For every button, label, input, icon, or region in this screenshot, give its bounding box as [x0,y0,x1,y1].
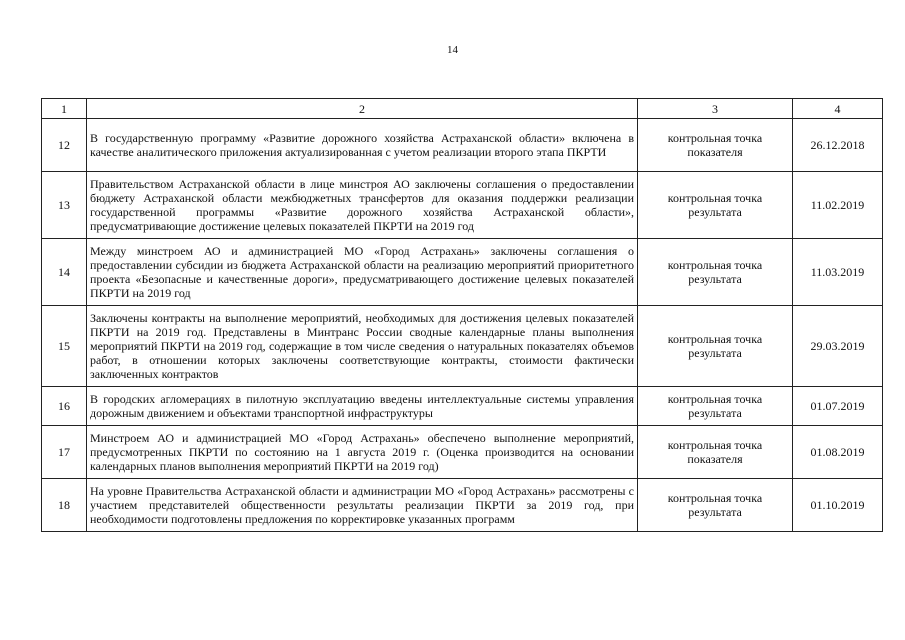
row-description: В государственную программу «Развитие дорожного хозяйства Астраханской области» включена в качестве аналитического приложения актуализированная с учетом реализации второго этапа ПКРТИ [87,119,638,172]
row-type: контрольная точка показателя [638,119,793,172]
row-type: контрольная точка результата [638,387,793,426]
row-number: 13 [42,172,87,239]
table-row [42,239,883,306]
row-date: 26.12.2018 [793,119,883,172]
column-header: 4 [793,99,883,119]
control-points-table [41,98,883,532]
page-number: 14 [447,44,458,56]
table-row [42,479,883,532]
table-row [42,172,883,239]
row-description: На уровне Правительства Астраханской области и администрации МО «Город Астрахань» рассмотрены с участием представителей общественности результаты реализации ПКРТИ за 2019 год, при необходимости подготовлены предложения по корректировке указанных программ [87,479,638,532]
row-number: 17 [42,426,87,479]
column-header: 1 [42,99,87,119]
row-date: 11.02.2019 [793,172,883,239]
row-type: контрольная точка результата [638,479,793,532]
table-row [42,306,883,387]
row-type: контрольная точка показателя [638,426,793,479]
row-type: контрольная точка результата [638,239,793,306]
table-row [42,387,883,426]
column-header: 2 [87,99,638,119]
table-row [42,426,883,479]
row-type: контрольная точка результата [638,172,793,239]
row-number: 18 [42,479,87,532]
row-number: 15 [42,306,87,387]
row-description: Минстроем АО и администрацией МО «Город Астрахань» обеспечено выполнение мероприятий, предусмотренных ПКРТИ по состоянию на 1 августа 2019 г. (Оценка производится на основании календарных планов выполнения мероприятий ПКРТИ на 2019 год) [87,426,638,479]
row-type: контрольная точка результата [638,306,793,387]
row-description: Между минстроем АО и администрацией МО «Город Астрахань» заключены соглашения о предоставлении субсидии из бюджета Астраханской области на реализацию мероприятий приоритетного проекта «Безопасные и качественные дороги», предусматривающего достижение целевых показателей ПКРТИ на 2019 год [87,239,638,306]
table-header-row [42,99,883,119]
table-row [42,119,883,172]
row-description: В городских агломерациях в пилотную эксплуатацию введены интеллектуальные системы управления дорожным движением и объектами транспортной инфраструктуры [87,387,638,426]
row-number: 16 [42,387,87,426]
row-date: 11.03.2019 [793,239,883,306]
row-description: Заключены контракты на выполнение мероприятий, необходимых для достижения целевых показателей ПКРТИ на 2019 год. Представлены в Минтранс России сводные календарные планы выполнения мероприятий ПКРТИ на 2019 год, содержащие в том числе сведения о натуральных показателях объемов работ, в отношении которых заключены соответствующие контракты, стоимости фактически заключенных контрактов [87,306,638,387]
row-description: Правительством Астраханской области в лице минстроя АО заключены соглашения о предоставлении бюджету Астраханской области межбюджетных трансфертов для оказания поддержки реализации государственной программы «Развитие дорожного хозяйства Астраханской области», предусматривающие достижение целевых показателей ПКРТИ на 2019 год [87,172,638,239]
row-date: 01.10.2019 [793,479,883,532]
row-number: 14 [42,239,87,306]
row-date: 29.03.2019 [793,306,883,387]
column-header: 3 [638,99,793,119]
row-date: 01.08.2019 [793,426,883,479]
row-number: 12 [42,119,87,172]
row-date: 01.07.2019 [793,387,883,426]
